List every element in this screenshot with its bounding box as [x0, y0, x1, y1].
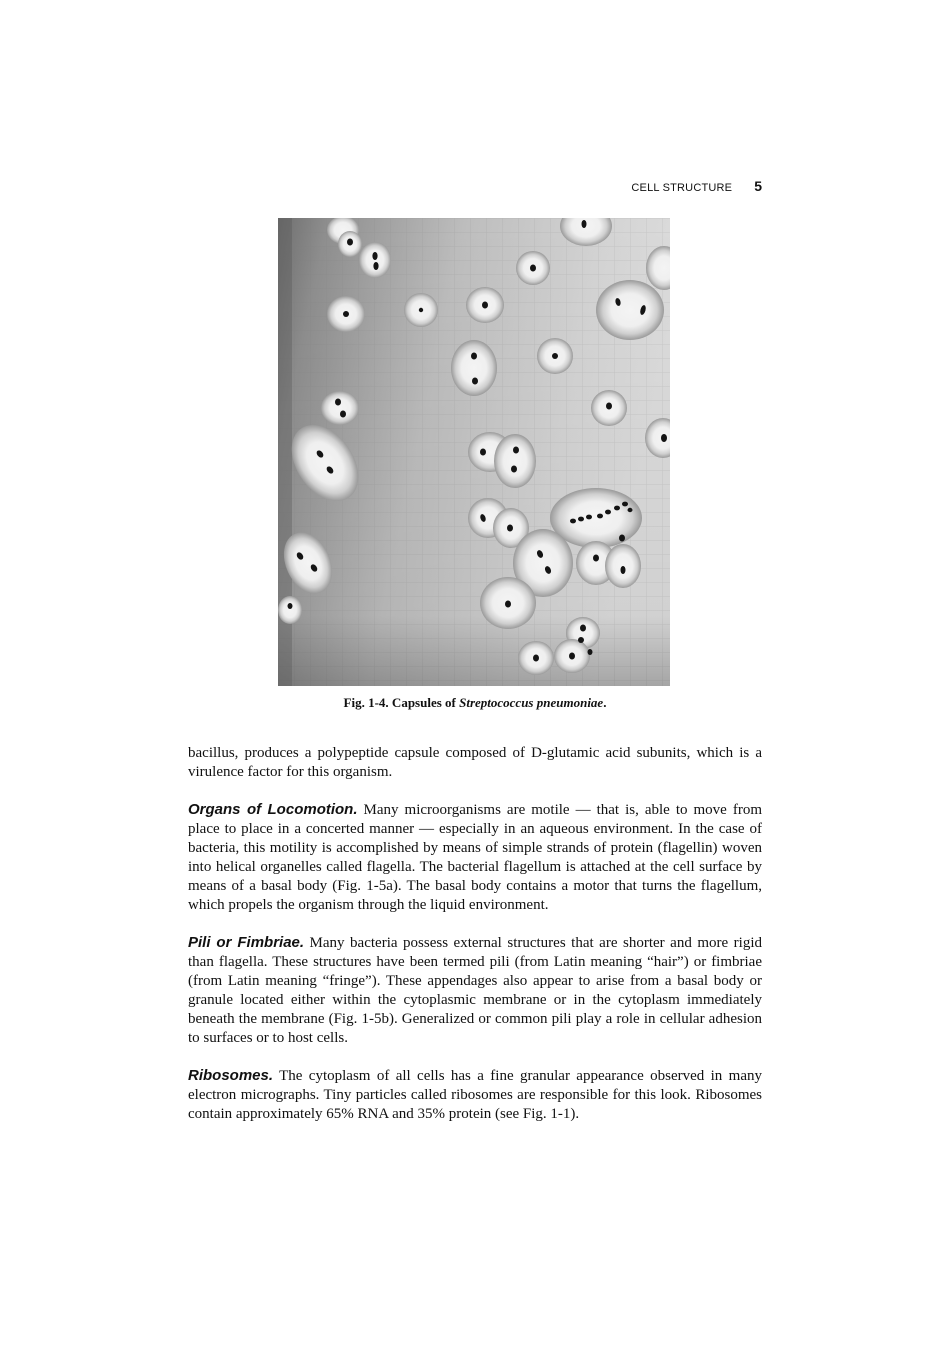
paragraph-pili-or-fimbriae — [188, 933, 762, 1048]
micrograph-figure — [278, 218, 670, 686]
figure-caption — [188, 695, 762, 711]
body-text — [188, 744, 762, 1142]
caption-suffix: . — [603, 695, 607, 710]
paragraph-text: Many bacteria possess external structures that are shorter and more rigid than flagella. These structures have been termed pili (from Latin meaning “hair”) or fimbriae (from Latin meaning “fringe”). These appendages also appear to arise from a basal body or granule located either within the cytoplasmic membrane or in the cytoplasm immediately beneath the membrane (Fig. 1-5b). Generalized or common pili play a role in cellular adhesion to surfaces or to host cells. — [188, 935, 762, 1046]
paragraph-text: The cytoplasm of all cells has a fine granular appearance observed in many electron micrographs. Tiny particles called ribosomes are responsible for this look. Ribosomes contain approximately 65% RNA and 35% protein (see Fig. 1-1). — [188, 1068, 762, 1122]
running-head — [560, 178, 762, 196]
paragraph-ribosomes — [188, 1066, 762, 1124]
caption-prefix: Fig. 1-4. Capsules of — [343, 695, 460, 710]
section-heading: Pili or Fimbriae. — [188, 934, 305, 951]
page-number: 5 — [754, 178, 762, 194]
section-heading: Ribosomes. — [188, 1067, 274, 1084]
micrograph-image — [278, 218, 670, 686]
paragraph-organs-of-locomotion — [188, 800, 762, 915]
section-heading: Organs of Locomotion. — [188, 801, 358, 818]
caption-species: Streptococcus pneumoniae — [459, 695, 604, 710]
paragraph-text: Many microorganisms are motile — that is, able to move from place to place in a concerted manner — especially in an aqueous environment. In the case of bacteria, this motility is accomplished by means of simple strands of protein (flagellin) woven into helical organelles called flagella. The bacterial flagellum is attached at the cell surface by means of a basal body (Fig. 1-5a). The basal body contains a motor that turns the flagellum, which propels the organism through the liquid environment. — [188, 802, 762, 913]
paragraph-text: bacillus, produces a polypeptide capsule composed of D-glutamic acid subunits, which is a virulence factor for this organism. — [188, 745, 762, 780]
paragraph-continuation — [188, 744, 762, 782]
running-title: CELL STRUCTURE — [631, 182, 733, 194]
